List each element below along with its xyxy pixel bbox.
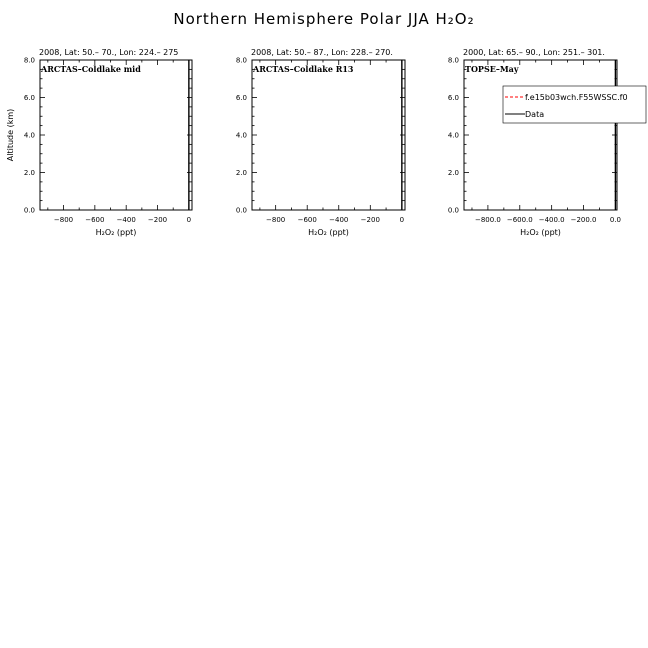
x-tick-label: 0.0 — [609, 216, 621, 224]
x-tick-label: 0 — [186, 216, 192, 224]
panel-1 — [6, 48, 192, 237]
plot-frame — [464, 60, 617, 210]
y-tick-label: 6.0 — [235, 94, 247, 102]
y-tick-label: 2.0 — [447, 169, 459, 177]
x-tick-label: −400 — [116, 216, 136, 224]
panel-campaign-label: TOPSE–May — [465, 64, 519, 74]
x-tick-label: −200 — [360, 216, 380, 224]
panel-2 — [236, 48, 405, 237]
x-tick-label: −400 — [329, 216, 349, 224]
panel-subtitle: 2008, Lat: 50.– 87., Lon: 228.– 270. — [251, 48, 393, 57]
y-tick-label: 2.0 — [23, 169, 35, 177]
panel-campaign-label: ARCTAS–Coldlake mid — [41, 64, 141, 74]
x-tick-label: −800 — [266, 216, 286, 224]
y-tick-label: 8.0 — [235, 56, 247, 65]
plot-frame — [252, 60, 405, 210]
y-tick-label: 6.0 — [23, 94, 35, 102]
x-axis-label: H₂O₂ (ppt) — [308, 228, 349, 237]
y-axis-label: Altitude (km) — [6, 108, 15, 162]
x-tick-label: −600.0 — [506, 216, 533, 224]
x-axis-label: H₂O₂ (ppt) — [520, 228, 561, 237]
y-tick-label: 8.0 — [447, 56, 459, 65]
panel-3 — [448, 48, 646, 237]
x-axis-label: H₂O₂ (ppt) — [95, 228, 137, 237]
legend — [503, 86, 646, 123]
figure-title: Northern Hemisphere Polar JJA H₂O₂ — [173, 10, 475, 28]
legend-entry-label: f.e15b03wch.F55WSSC.f0 — [525, 93, 628, 102]
legend-entry-label: Data — [525, 110, 545, 119]
y-tick-label: 0.0 — [447, 206, 459, 215]
x-tick-label: −600 — [297, 216, 317, 224]
x-tick-label: −600 — [85, 216, 105, 224]
panel-subtitle: 2000, Lat: 65.– 90., Lon: 251.– 301. — [463, 48, 605, 57]
x-tick-label: 0 — [399, 216, 405, 224]
x-tick-label: −800 — [53, 216, 74, 224]
x-tick-label: −800.0 — [474, 216, 501, 224]
plot-frame — [40, 60, 192, 210]
x-tick-label: −400.0 — [538, 216, 565, 224]
y-tick-label: 6.0 — [447, 94, 459, 102]
y-tick-label: 2.0 — [235, 169, 247, 177]
y-tick-label: 4.0 — [447, 131, 459, 140]
y-tick-label: 8.0 — [23, 56, 35, 65]
panel-campaign-label: ARCTAS–Coldlake R13 — [253, 64, 354, 74]
y-tick-label: 0.0 — [235, 206, 247, 215]
y-tick-label: 4.0 — [23, 131, 35, 140]
x-tick-label: −200 — [147, 216, 168, 224]
y-tick-label: 0.0 — [23, 206, 35, 215]
x-tick-label: −200.0 — [570, 216, 597, 224]
y-tick-label: 4.0 — [235, 131, 247, 140]
panel-subtitle: 2008, Lat: 50.– 70., Lon: 224.– 275 — [39, 48, 179, 57]
